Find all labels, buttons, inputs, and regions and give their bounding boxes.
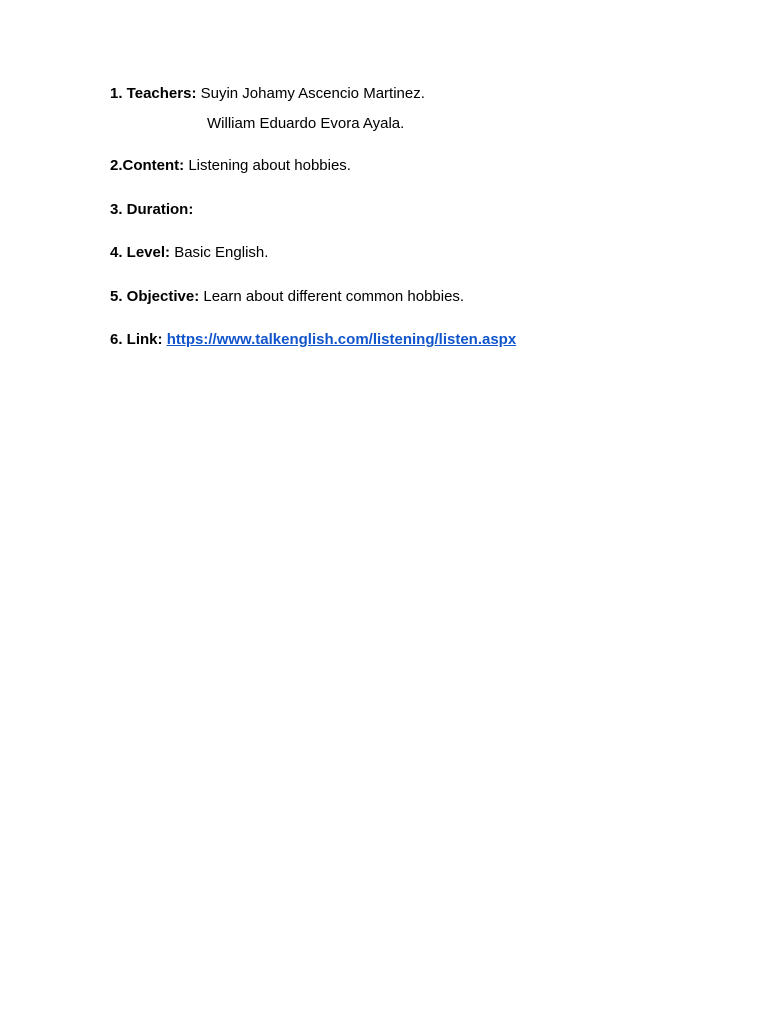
link-label: 6. Link: xyxy=(110,331,163,348)
teachers-line-2 xyxy=(207,115,404,133)
teacher-name-1: Suyin Johamy Ascencio Martinez. xyxy=(200,85,425,102)
content-label: 2.Content: xyxy=(110,157,185,174)
objective-label: 5. Objective: xyxy=(110,288,200,305)
teachers-line xyxy=(110,85,425,103)
listening-link[interactable]: https://www.talkenglish.com/listening/listen.aspx xyxy=(166,331,517,348)
content-line xyxy=(110,157,351,175)
link-line xyxy=(110,331,516,349)
teacher-name-2: William Eduardo Evora Ayala. xyxy=(207,115,405,132)
level-label: 4. Level: xyxy=(110,244,171,261)
teachers-label: 1. Teachers: xyxy=(110,85,197,102)
objective-line xyxy=(110,288,464,306)
duration-line xyxy=(110,201,193,219)
duration-label: 3. Duration: xyxy=(110,201,194,218)
level-line xyxy=(110,244,268,262)
objective-value: Learn about different common hobbies. xyxy=(203,288,465,305)
level-value: Basic English. xyxy=(174,244,269,261)
content-value: Listening about hobbies. xyxy=(188,157,351,174)
